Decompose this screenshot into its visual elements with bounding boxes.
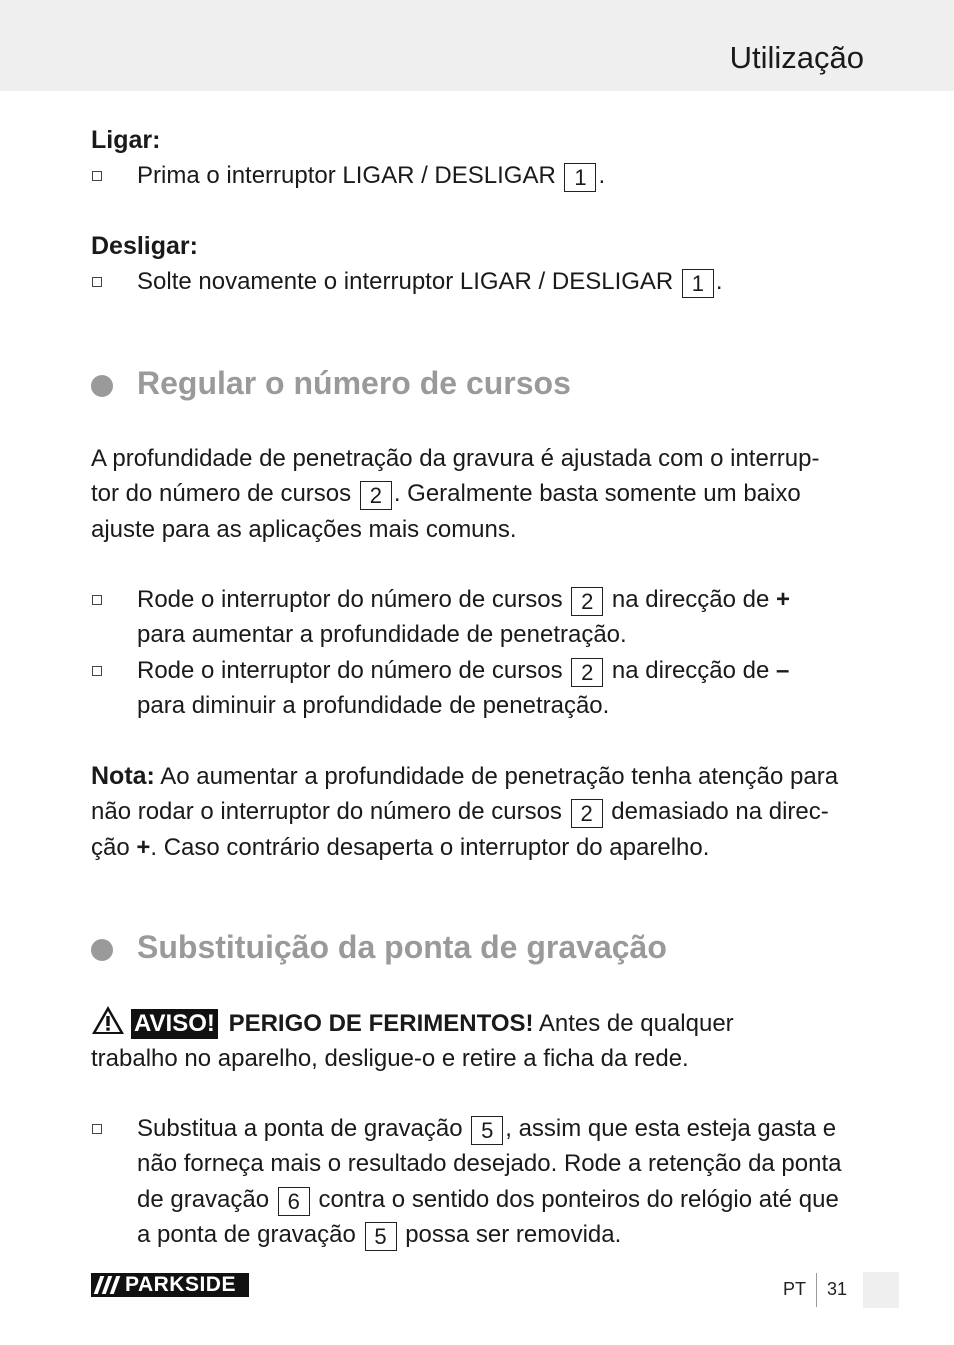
desligar-block <box>91 229 861 300</box>
paragraph-line <box>91 759 861 794</box>
minus-sign: – <box>776 656 790 684</box>
section-heading-strokes <box>91 366 871 401</box>
logo-text: PARKSIDE <box>125 1273 236 1296</box>
bullet-text: Substitua a ponta de gravação <box>137 1115 463 1142</box>
warning-paragraph <box>91 1005 861 1077</box>
list-item <box>91 582 861 653</box>
adjust-bullets <box>91 582 861 723</box>
bullet-text: Rode o interruptor do número de cursos <box>137 656 563 684</box>
section-heading-text: Substituição da ponta de gravação <box>137 929 667 965</box>
paragraph-text: Ao aumentar a profundidade de penetração tenha atenção para <box>160 763 839 790</box>
bullet-end: . <box>598 162 606 190</box>
replace-tip-bullet <box>91 1111 861 1252</box>
bullet-text: Prima o interruptor LIGAR / DESLIGAR <box>137 162 556 190</box>
warning-bold-text: PERIGO DE FERIMENTOS! <box>228 1010 534 1037</box>
paragraph-line: A profundidade de penetração da gravura é ajustada com o interrup- <box>91 445 820 472</box>
page-number: 31 <box>827 1279 848 1299</box>
checkbox-bullet-icon <box>92 1124 102 1134</box>
paragraph-text: . Geralmente basta somente um baixo <box>393 480 801 508</box>
paragraph-text: Antes de qualquer <box>538 1010 734 1037</box>
list-item <box>91 158 861 193</box>
reference-number: 6 <box>278 1187 310 1216</box>
reference-number: 1 <box>564 163 596 192</box>
intro-paragraph <box>91 441 861 547</box>
paragraph-text: demasiado na direc- <box>611 798 829 826</box>
checkbox-bullet-icon <box>92 277 102 287</box>
paragraph-line: ajuste para as aplicações mais comuns. <box>91 515 517 543</box>
paragraph-text: não rodar o interruptor do número de cursos <box>91 798 562 826</box>
reference-number: 2 <box>571 799 603 828</box>
reference-number: 2 <box>571 658 603 687</box>
paragraph-line <box>91 1005 861 1041</box>
bullet-text: possa ser removida. <box>405 1220 622 1248</box>
ligar-label: Ligar: <box>91 126 161 154</box>
note-paragraph <box>91 759 861 865</box>
paragraph-line <box>91 476 861 511</box>
note-label: Nota: <box>91 762 155 790</box>
bullet-dot-icon <box>91 939 113 961</box>
bullet-text: na direcção de <box>611 586 770 613</box>
ligar-block <box>91 123 861 194</box>
paragraph-line <box>91 794 861 829</box>
language-code: PT <box>783 1279 807 1299</box>
footer-divider <box>816 1273 817 1307</box>
bullet-text: para aumentar a profundidade de penetração. <box>137 621 627 649</box>
paragraph-text: . Caso contrário desaperta o interruptor do aparelho. <box>150 833 710 861</box>
paragraph-text: tor do número de cursos <box>91 480 352 508</box>
bullet-end: . <box>715 268 723 296</box>
reference-number: 2 <box>571 587 603 616</box>
warning-badge: AVISO! <box>131 1009 218 1039</box>
reference-number: 5 <box>471 1116 503 1145</box>
reference-number: 1 <box>682 269 714 298</box>
bullet-text: para diminuir a profundidade de penetração. <box>137 691 610 719</box>
warning-triangle-icon <box>91 1005 125 1035</box>
reference-number: 5 <box>365 1222 397 1251</box>
desligar-label: Desligar: <box>91 232 198 260</box>
footer-tab-marker <box>863 1272 899 1308</box>
parkside-logo <box>91 1273 249 1297</box>
list-item <box>91 1111 861 1252</box>
bullet-text: de gravação <box>137 1185 270 1213</box>
plus-sign: + <box>776 586 791 613</box>
paragraph-line <box>91 830 861 865</box>
bullet-text: contra o sentido dos ponteiros do relógio até que <box>318 1185 839 1213</box>
section-heading-tip <box>91 930 871 965</box>
bullet-text: Rode o interruptor do número de cursos <box>137 586 563 613</box>
bullet-text: a ponta de gravação <box>137 1220 356 1248</box>
bullet-dot-icon <box>91 375 113 397</box>
checkbox-bullet-icon <box>92 595 102 605</box>
bullet-text: não forneça mais o resultado desejado. Rode a retenção da ponta <box>137 1150 842 1178</box>
list-item <box>91 264 861 299</box>
checkbox-bullet-icon <box>92 171 102 181</box>
page-title: Utilização <box>729 40 864 75</box>
bullet-text: Solte novamente o interruptor LIGAR / DESLIGAR <box>137 268 674 296</box>
reference-number: 2 <box>360 481 392 510</box>
paragraph-text: ção <box>91 833 130 861</box>
plus-sign: + <box>136 833 151 861</box>
bullet-text: na direcção de <box>611 656 770 684</box>
paragraph-line: trabalho no aparelho, desligue-o e retire a ficha da rede. <box>91 1045 689 1073</box>
list-item <box>91 653 861 724</box>
checkbox-bullet-icon <box>92 666 102 676</box>
bullet-text: , assim que esta esteja gasta e <box>505 1115 837 1142</box>
section-heading-text: Regular o número de cursos <box>137 365 571 401</box>
